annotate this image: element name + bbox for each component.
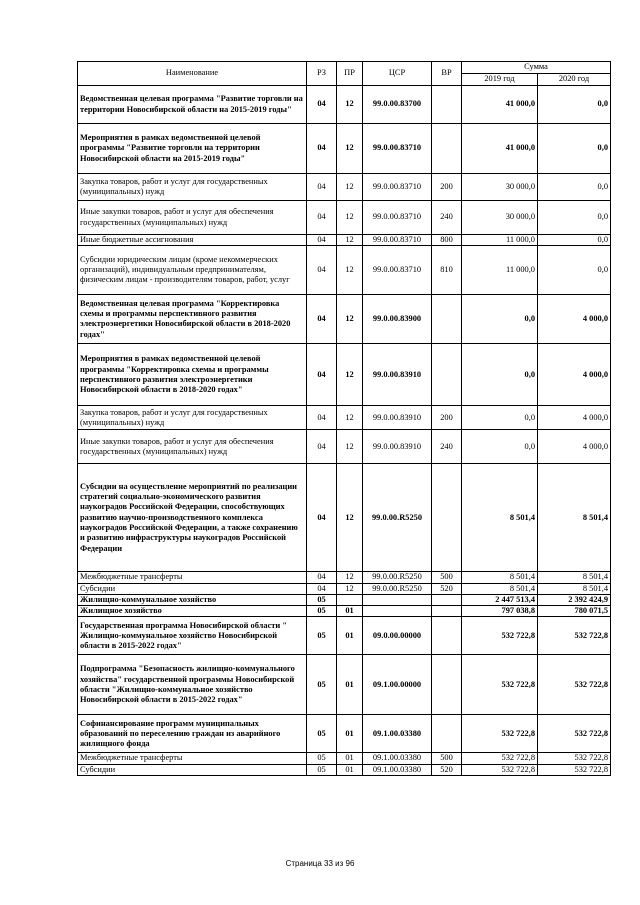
row-value-2019: 41 000,0: [462, 124, 538, 174]
row-vr: [432, 606, 462, 617]
row-pr: 12: [337, 124, 363, 174]
row-value-2019: 532 722,8: [462, 764, 538, 775]
row-csr: 99.0.00.83910: [363, 430, 432, 464]
row-value-2020: 0,0: [538, 86, 611, 124]
row-value-2020: 2 392 424,9: [538, 594, 611, 605]
table-row: [78, 174, 611, 201]
row-name: Ведомственная целевая программа "Корректировка схемы и программы перспективного развития электроэнергетики Новосибирской области в 2018-2020 годах": [78, 295, 307, 344]
row-value-2020: 0,0: [538, 124, 611, 174]
row-name: Закупка товаров, работ и услуг для государственных (муниципальных) нужд: [78, 174, 307, 201]
row-csr: 99.0.00.83910: [363, 406, 432, 430]
row-value-2020: 0,0: [538, 246, 611, 295]
row-rz: 05: [307, 753, 337, 764]
row-value-2019: 30 000,0: [462, 174, 538, 201]
row-pr: [337, 594, 363, 605]
row-csr: 99.0.00.83910: [363, 344, 432, 406]
row-name: Жилищное хозяйство: [78, 606, 307, 617]
row-rz: 05: [307, 606, 337, 617]
row-rz: 04: [307, 583, 337, 594]
header-pr: ПР: [337, 62, 363, 86]
row-value-2020: 4 000,0: [538, 344, 611, 406]
row-vr: 810: [432, 246, 462, 295]
row-value-2020: 532 722,8: [538, 617, 611, 655]
row-value-2019: 41 000,0: [462, 86, 538, 124]
row-value-2020: 780 071,5: [538, 606, 611, 617]
row-vr: 500: [432, 572, 462, 583]
row-pr: 01: [337, 655, 363, 715]
row-value-2019: 30 000,0: [462, 201, 538, 235]
row-value-2019: 8 501,4: [462, 464, 538, 572]
row-vr: [432, 715, 462, 753]
row-value-2020: 532 722,8: [538, 655, 611, 715]
row-vr: 500: [432, 753, 462, 764]
table-row: [78, 606, 611, 617]
row-value-2020: 4 000,0: [538, 406, 611, 430]
table-row: [78, 201, 611, 235]
row-name: Закупка товаров, работ и услуг для государственных (муниципальных) нужд: [78, 406, 307, 430]
row-value-2020: 8 501,4: [538, 583, 611, 594]
row-pr: 12: [337, 246, 363, 295]
row-rz: 04: [307, 406, 337, 430]
table-row: [78, 583, 611, 594]
row-csr: 09.1.00.00000: [363, 655, 432, 715]
row-rz: 05: [307, 594, 337, 605]
row-rz: 04: [307, 86, 337, 124]
row-name: Мероприятия в рамках ведомственной целевой программы "Корректировка схемы и программы перспективного развития электроэнергетики Новосибирской области в 2018-2020 годах": [78, 344, 307, 406]
row-pr: 01: [337, 715, 363, 753]
row-value-2019: 0,0: [462, 406, 538, 430]
row-vr: [432, 344, 462, 406]
row-value-2019: 0,0: [462, 344, 538, 406]
table-row: [78, 344, 611, 406]
table-row: [78, 295, 611, 344]
row-value-2019: 11 000,0: [462, 246, 538, 295]
table-header: [78, 62, 611, 86]
row-rz: 04: [307, 235, 337, 246]
row-value-2019: 0,0: [462, 295, 538, 344]
table-row: [78, 86, 611, 124]
row-name: Софинансирование программ муниципальных образований по переселению граждан из аварийного жилищного фонда: [78, 715, 307, 753]
row-name: Иные закупки товаров, работ и услуг для обеспечения государственных (муниципальных) нужд: [78, 201, 307, 235]
row-rz: 04: [307, 430, 337, 464]
row-csr: 99.0.00.R5250: [363, 464, 432, 572]
row-rz: 05: [307, 715, 337, 753]
row-name: Государственная программа Новосибирской области " Жилищно-коммунальное хозяйство Новосибирской области в 2015-2022 годах": [78, 617, 307, 655]
row-value-2019: 532 722,8: [462, 617, 538, 655]
row-value-2019: 8 501,4: [462, 572, 538, 583]
row-csr: 99.0.00.83710: [363, 174, 432, 201]
row-name: Межбюджетные трансферты: [78, 572, 307, 583]
row-value-2020: 8 501,4: [538, 464, 611, 572]
row-pr: 12: [337, 572, 363, 583]
row-name: Мероприятия в рамках ведомственной целевой программы "Развитие торговли на территории Новосибирской области на 2015-2019 годы": [78, 124, 307, 174]
row-name: Жилищно-коммунальное хозяйство: [78, 594, 307, 605]
row-name: Субсидии на осуществление мероприятий по реализации стратегий социально-экономического развития наукоградов Российской Федерации, способствующих развитию научно-производственного комплекса наукоградов Российской Федерации, а также сохранению и развитию инфраструктуры наукоградов Российской Федерации: [78, 464, 307, 572]
row-csr: 99.0.00.83900: [363, 295, 432, 344]
row-vr: [432, 594, 462, 605]
row-name: Иные бюджетные ассигнования: [78, 235, 307, 246]
table-row: [78, 715, 611, 753]
row-value-2020: 0,0: [538, 174, 611, 201]
row-value-2020: 532 722,8: [538, 764, 611, 775]
row-value-2019: 2 447 513,4: [462, 594, 538, 605]
row-csr: 09.1.00.03380: [363, 764, 432, 775]
page-footer: Страница 33 из 96: [285, 859, 355, 868]
header-sum: Сумма: [462, 62, 611, 74]
row-csr: 09.1.00.03380: [363, 715, 432, 753]
row-pr: 12: [337, 344, 363, 406]
row-name: Субсидии: [78, 764, 307, 775]
header-name: Наименование: [78, 62, 307, 86]
table-row: [78, 406, 611, 430]
row-pr: 12: [337, 86, 363, 124]
row-value-2019: 0,0: [462, 430, 538, 464]
row-value-2019: 532 722,8: [462, 753, 538, 764]
row-rz: 04: [307, 344, 337, 406]
row-value-2019: 532 722,8: [462, 715, 538, 753]
row-value-2020: 0,0: [538, 235, 611, 246]
row-rz: 04: [307, 174, 337, 201]
row-rz: 04: [307, 295, 337, 344]
row-csr: [363, 594, 432, 605]
row-vr: 200: [432, 174, 462, 201]
row-vr: [432, 86, 462, 124]
header-rz: РЗ: [307, 62, 337, 86]
table-row: [78, 594, 611, 605]
table-row: [78, 464, 611, 572]
row-value-2020: 4 000,0: [538, 295, 611, 344]
row-vr: 200: [432, 406, 462, 430]
row-pr: 12: [337, 295, 363, 344]
row-vr: [432, 464, 462, 572]
row-rz: 04: [307, 464, 337, 572]
table-row: [78, 764, 611, 775]
row-csr: 09.0.00.00000: [363, 617, 432, 655]
row-csr: 99.0.00.83710: [363, 246, 432, 295]
table-body: [78, 86, 611, 776]
header-year-2019: 2019 год: [462, 74, 538, 86]
table-row: [78, 430, 611, 464]
row-csr: 99.0.00.83700: [363, 86, 432, 124]
row-vr: 240: [432, 430, 462, 464]
row-csr: [363, 606, 432, 617]
row-rz: 04: [307, 124, 337, 174]
header-vr: ВР: [432, 62, 462, 86]
header-csr: ЦСР: [363, 62, 432, 86]
row-value-2019: 8 501,4: [462, 583, 538, 594]
row-pr: 01: [337, 606, 363, 617]
table-row: [78, 753, 611, 764]
row-rz: 05: [307, 764, 337, 775]
table-row: [78, 617, 611, 655]
row-pr: 12: [337, 235, 363, 246]
row-pr: 12: [337, 430, 363, 464]
table-row: [78, 655, 611, 715]
row-pr: 01: [337, 753, 363, 764]
header-year-2020: 2020 год: [538, 74, 611, 86]
row-rz: 05: [307, 617, 337, 655]
budget-table: [77, 61, 611, 776]
row-rz: 04: [307, 201, 337, 235]
row-value-2019: 11 000,0: [462, 235, 538, 246]
row-pr: 01: [337, 764, 363, 775]
row-csr: 99.0.00.83710: [363, 201, 432, 235]
row-vr: 520: [432, 764, 462, 775]
row-pr: 12: [337, 174, 363, 201]
row-value-2020: 532 722,8: [538, 715, 611, 753]
row-csr: 09.1.00.03380: [363, 753, 432, 764]
row-name: Подпрограмма "Безопасность жилищно-коммунального хозяйства" государственной программы Новосибирской области "Жилищно-коммунальное хозяйство Новосибирской области в 2015-2022 годах": [78, 655, 307, 715]
row-value-2020: 0,0: [538, 201, 611, 235]
row-pr: 12: [337, 406, 363, 430]
row-vr: [432, 617, 462, 655]
row-pr: 12: [337, 583, 363, 594]
row-name: Иные закупки товаров, работ и услуг для обеспечения государственных (муниципальных) нужд: [78, 430, 307, 464]
row-pr: 12: [337, 201, 363, 235]
row-csr: 99.0.00.R5250: [363, 583, 432, 594]
row-value-2020: 4 000,0: [538, 430, 611, 464]
row-vr: [432, 124, 462, 174]
row-pr: 12: [337, 464, 363, 572]
row-csr: 99.0.00.R5250: [363, 572, 432, 583]
row-value-2020: 8 501,4: [538, 572, 611, 583]
row-vr: 520: [432, 583, 462, 594]
row-name: Межбюджетные трансферты: [78, 753, 307, 764]
row-csr: 99.0.00.83710: [363, 124, 432, 174]
row-value-2019: 532 722,8: [462, 655, 538, 715]
row-rz: 04: [307, 572, 337, 583]
row-pr: 01: [337, 617, 363, 655]
row-vr: 800: [432, 235, 462, 246]
row-csr: 99.0.00.83710: [363, 235, 432, 246]
table-row: [78, 235, 611, 246]
row-rz: 05: [307, 655, 337, 715]
row-value-2020: 532 722,8: [538, 753, 611, 764]
row-name: Субсидии юридическим лицам (кроме некоммерческих организаций), индивидуальным предпринимателям, физическим лицам - производителям товаров, работ, услуг: [78, 246, 307, 295]
table-row: [78, 246, 611, 295]
row-name: Субсидии: [78, 583, 307, 594]
table-row: [78, 572, 611, 583]
table-row: [78, 124, 611, 174]
row-value-2019: 797 038,8: [462, 606, 538, 617]
row-vr: [432, 295, 462, 344]
row-rz: 04: [307, 246, 337, 295]
row-vr: [432, 655, 462, 715]
row-name: Ведомственная целевая программа "Развитие торговли на территории Новосибирской области на 2015-2019 годы": [78, 86, 307, 124]
row-vr: 240: [432, 201, 462, 235]
